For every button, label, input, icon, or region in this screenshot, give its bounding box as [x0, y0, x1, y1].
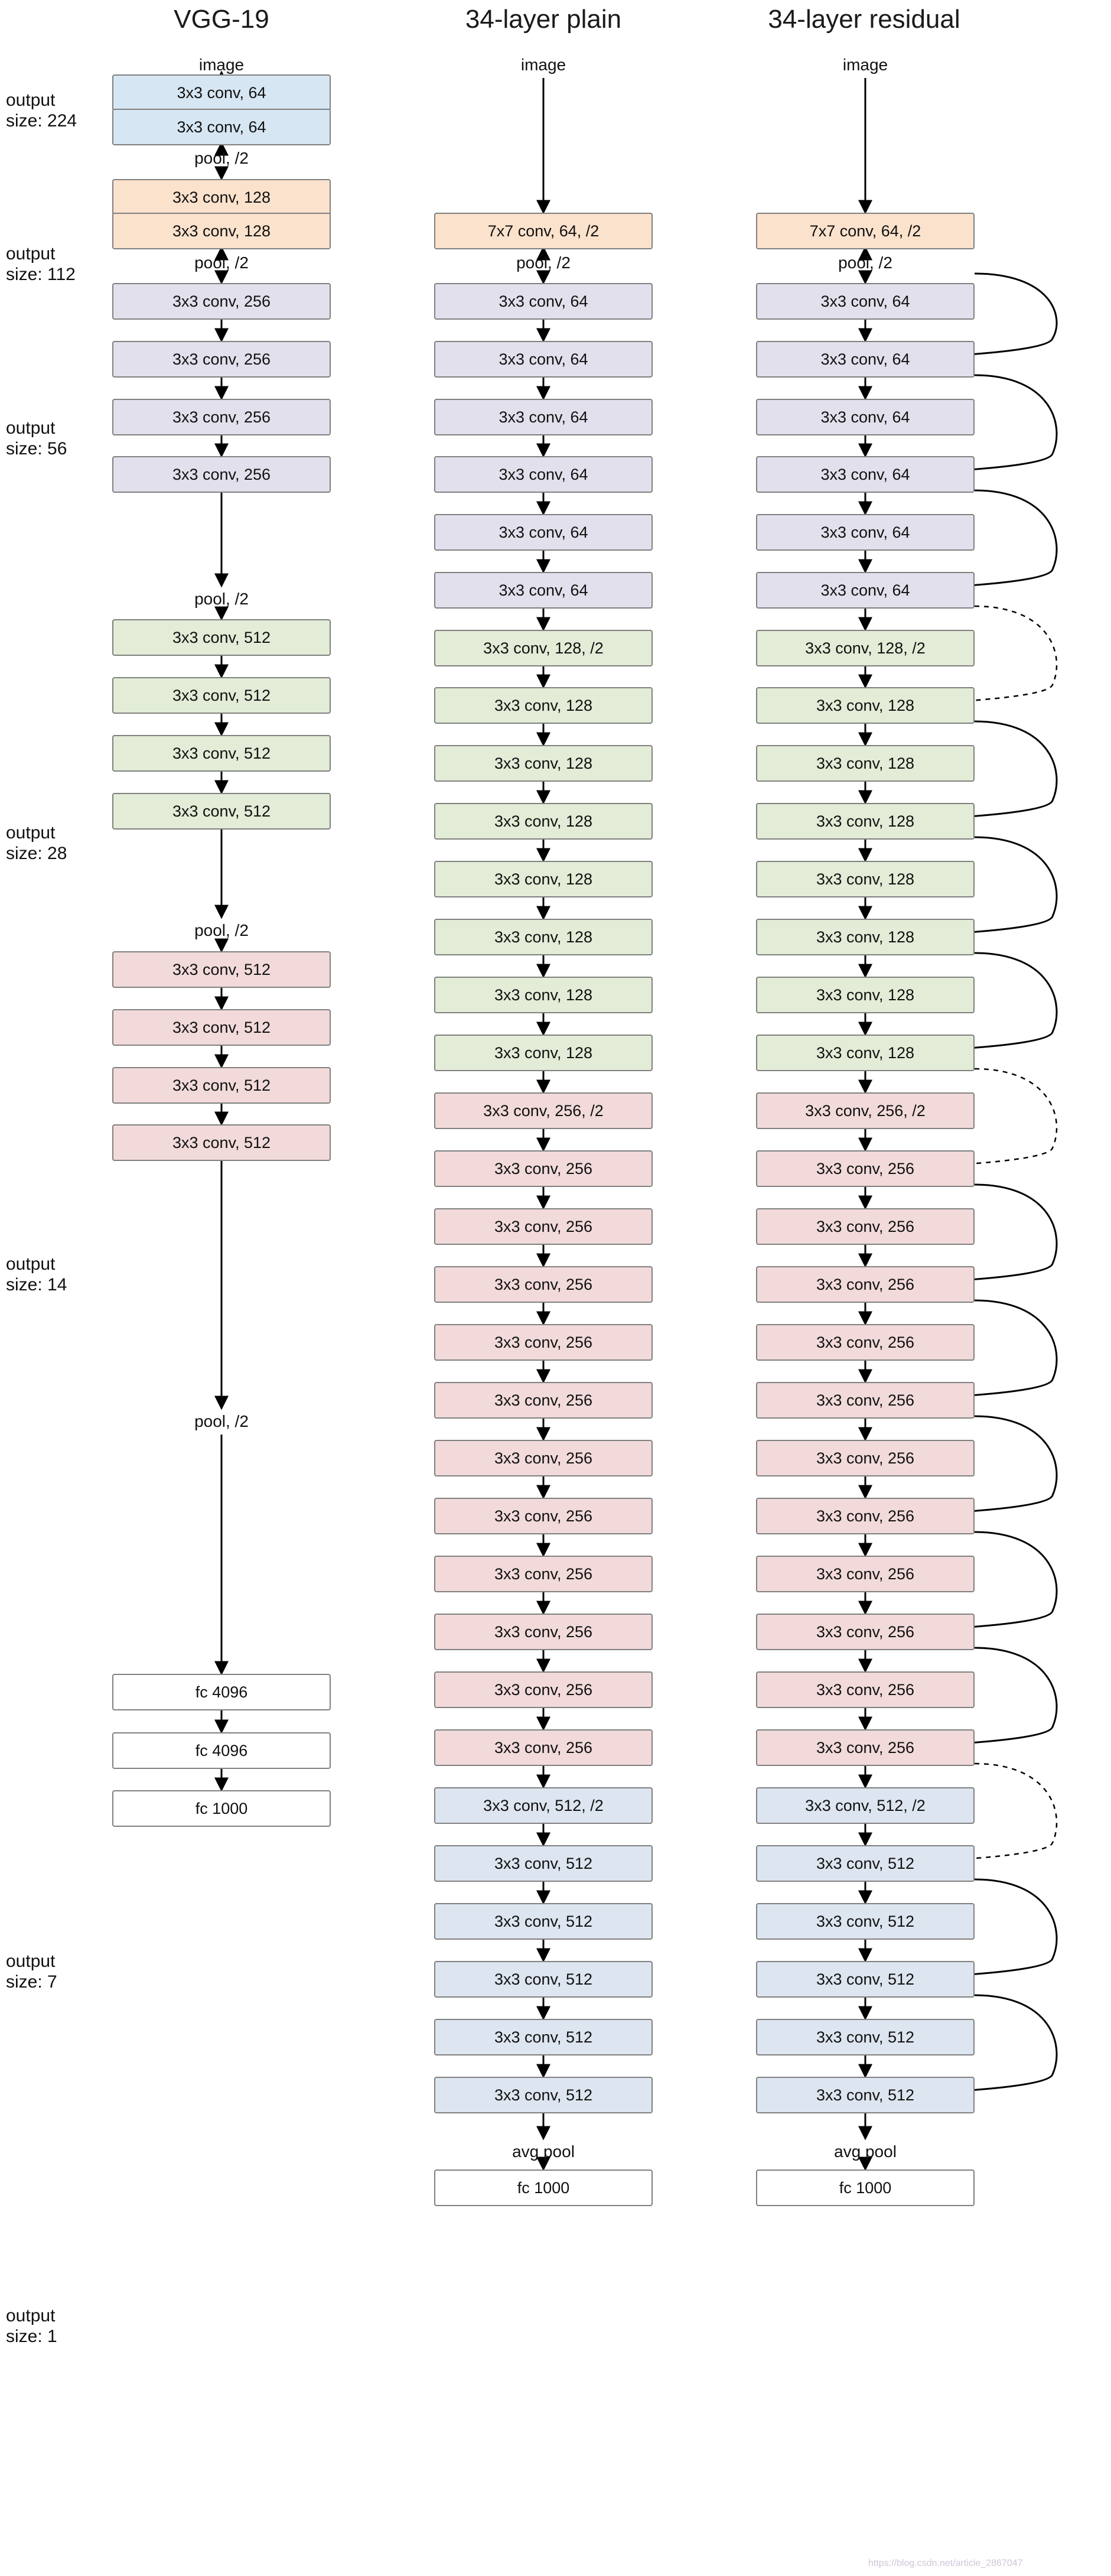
layer-box: 3x3 conv, 256: [434, 1614, 653, 1650]
layer-box: 3x3 conv, 64: [434, 514, 653, 551]
layer-box: 3x3 conv, 256: [756, 1729, 975, 1766]
layer-box: 3x3 conv, 64: [434, 456, 653, 493]
layer-box: 3x3 conv, 64: [756, 572, 975, 609]
layer-box: 3x3 conv, 256: [112, 283, 331, 320]
layer-box: fc 4096: [112, 1732, 331, 1769]
output-size-label: [6, 90, 124, 132]
column-input-label: image: [842, 56, 888, 74]
layer-box: 3x3 conv, 256: [434, 1208, 653, 1245]
layer-box: 3x3 conv, 512, /2: [434, 1787, 653, 1824]
layer-box: 3x3 conv, 256: [112, 399, 331, 435]
layer-box: 3x3 conv, 512: [756, 1903, 975, 1940]
output-size-label-line2: size: 112: [6, 265, 76, 285]
layer-box: 3x3 conv, 128: [434, 977, 653, 1013]
layer-box: 3x3 conv, 256, /2: [756, 1092, 975, 1129]
layer-box: 3x3 conv, 512: [112, 1067, 331, 1104]
output-size-label-line1: output: [6, 244, 56, 264]
layer-box: 3x3 conv, 512: [434, 1845, 653, 1882]
output-size-label-line2: size: 1: [6, 2327, 57, 2347]
layer-box: 3x3 conv, 128: [434, 745, 653, 782]
layer-box: 3x3 conv, 64: [756, 514, 975, 551]
layer-box: 3x3 conv, 128: [756, 745, 975, 782]
output-size-label: [6, 1951, 124, 1993]
layer-box: 3x3 conv, 128: [756, 977, 975, 1013]
layer-box: 3x3 conv, 256: [756, 1324, 975, 1361]
layer-box: 3x3 conv, 64: [756, 399, 975, 435]
layer-box: 3x3 conv, 256: [434, 1671, 653, 1708]
layer-box: 3x3 conv, 64: [434, 283, 653, 320]
layer-box: 3x3 conv, 512: [434, 1903, 653, 1940]
layer-box: 3x3 conv, 128: [756, 803, 975, 840]
layer-box: 3x3 conv, 256: [434, 1266, 653, 1303]
layer-box: 3x3 conv, 256: [756, 1498, 975, 1534]
layer-box: 3x3 conv, 512: [756, 2019, 975, 2055]
pool-label: pool, /2: [516, 253, 571, 272]
layer-box: 3x3 conv, 256: [112, 341, 331, 378]
output-size-label: [6, 2305, 124, 2347]
column-title-vgg: VGG-19: [174, 5, 269, 34]
layer-box: 3x3 conv, 256: [434, 1729, 653, 1766]
layer-box: 3x3 conv, 128: [434, 919, 653, 955]
pool-label: pool, /2: [194, 149, 249, 167]
layer-box: 3x3 conv, 256: [756, 1266, 975, 1303]
layer-box: 3x3 conv, 512: [112, 619, 331, 656]
layer-box: 3x3 conv, 256: [434, 1324, 653, 1361]
layer-box: 3x3 conv, 512: [434, 2019, 653, 2055]
output-size-label-line2: size: 14: [6, 1275, 67, 1295]
layer-box: 3x3 conv, 256: [112, 456, 331, 493]
layer-box: 3x3 conv, 64: [434, 399, 653, 435]
layer-box: 3x3 conv, 128: [434, 1035, 653, 1071]
layer-box: 3x3 conv, 128: [112, 179, 331, 216]
pool-label: avg pool: [834, 2142, 897, 2161]
layer-box: 3x3 conv, 512: [112, 735, 331, 772]
column-title-plain: 34-layer plain: [465, 5, 622, 34]
column-input-label: image: [198, 56, 245, 74]
layer-box: fc 1000: [434, 2170, 653, 2206]
layer-box: 3x3 conv, 512: [434, 2077, 653, 2113]
layer-box: 3x3 conv, 256: [756, 1208, 975, 1245]
pool-label: pool, /2: [194, 590, 249, 608]
output-size-label-line2: size: 28: [6, 844, 67, 864]
layer-box: fc 4096: [112, 1674, 331, 1710]
layer-box: 7x7 conv, 64, /2: [434, 213, 653, 249]
pool-label: avg pool: [512, 2142, 575, 2161]
layer-box: 3x3 conv, 128: [112, 213, 331, 249]
layer-box: 3x3 conv, 64: [112, 109, 331, 145]
layer-box: fc 1000: [112, 1790, 331, 1827]
layer-box: 3x3 conv, 128: [756, 919, 975, 955]
output-size-label-line1: output: [6, 823, 56, 843]
layer-box: 3x3 conv, 256: [756, 1440, 975, 1476]
layer-box: 3x3 conv, 256: [434, 1498, 653, 1534]
layer-box: 3x3 conv, 128, /2: [434, 630, 653, 666]
output-size-label: [6, 418, 124, 460]
output-size-label-line1: output: [6, 1951, 56, 1971]
output-size-label-line1: output: [6, 90, 56, 110]
layer-box: 3x3 conv, 256: [434, 1150, 653, 1187]
layer-box: 3x3 conv, 256: [756, 1382, 975, 1419]
layer-box: 3x3 conv, 128: [434, 861, 653, 897]
output-size-label: [6, 822, 124, 864]
layer-box: 3x3 conv, 64: [756, 456, 975, 493]
layer-box: 3x3 conv, 128: [756, 1035, 975, 1071]
layer-box: 3x3 conv, 256: [434, 1382, 653, 1419]
output-size-label: [6, 1254, 124, 1296]
layer-box: 3x3 conv, 256: [756, 1150, 975, 1187]
column-title-residual: 34-layer residual: [768, 5, 960, 34]
layer-box: 3x3 conv, 512: [112, 1124, 331, 1161]
output-size-label-line1: output: [6, 418, 56, 438]
layer-box: 3x3 conv, 512: [112, 677, 331, 714]
layer-box: fc 1000: [756, 2170, 975, 2206]
watermark-text: https://blog.csdn.net/article_2867047: [868, 2558, 1023, 2568]
layer-box: 3x3 conv, 512: [756, 2077, 975, 2113]
layer-box: 3x3 conv, 128, /2: [756, 630, 975, 666]
layer-box: 3x3 conv, 128: [756, 861, 975, 897]
layer-box: 3x3 conv, 256: [434, 1556, 653, 1592]
layer-box: 3x3 conv, 512: [112, 951, 331, 988]
pool-label: pool, /2: [194, 253, 249, 272]
column-input-label: image: [520, 56, 566, 74]
pool-label: pool, /2: [194, 921, 249, 939]
layer-box: 3x3 conv, 64: [756, 283, 975, 320]
layer-box: 7x7 conv, 64, /2: [756, 213, 975, 249]
output-size-label-line1: output: [6, 1254, 56, 1274]
layer-box: 3x3 conv, 256, /2: [434, 1092, 653, 1129]
layer-box: 3x3 conv, 256: [756, 1671, 975, 1708]
layer-box: 3x3 conv, 512: [112, 793, 331, 830]
layer-box: 3x3 conv, 512: [112, 1009, 331, 1046]
layer-box: 3x3 conv, 128: [434, 687, 653, 724]
output-size-label-line1: output: [6, 2306, 56, 2325]
output-size-label: [6, 243, 124, 285]
layer-box: 3x3 conv, 64: [434, 572, 653, 609]
pool-label: pool, /2: [838, 253, 892, 272]
layer-box: 3x3 conv, 64: [756, 341, 975, 378]
layer-box: 3x3 conv, 512: [756, 1961, 975, 1998]
layer-box: 3x3 conv, 512: [434, 1961, 653, 1998]
output-size-label-line2: size: 7: [6, 1972, 57, 1992]
output-size-label-line2: size: 56: [6, 439, 67, 459]
pool-label: pool, /2: [194, 1412, 249, 1430]
layer-box: 3x3 conv, 512: [756, 1845, 975, 1882]
layer-box: 3x3 conv, 256: [434, 1440, 653, 1476]
layer-box: 3x3 conv, 128: [434, 803, 653, 840]
layer-box: 3x3 conv, 256: [756, 1614, 975, 1650]
layer-box: 3x3 conv, 128: [756, 687, 975, 724]
output-size-label-line2: size: 224: [6, 111, 77, 131]
layer-box: 3x3 conv, 256: [756, 1556, 975, 1592]
layer-box: 3x3 conv, 64: [112, 74, 331, 111]
layer-box: 3x3 conv, 64: [434, 341, 653, 378]
layer-box: 3x3 conv, 512, /2: [756, 1787, 975, 1824]
